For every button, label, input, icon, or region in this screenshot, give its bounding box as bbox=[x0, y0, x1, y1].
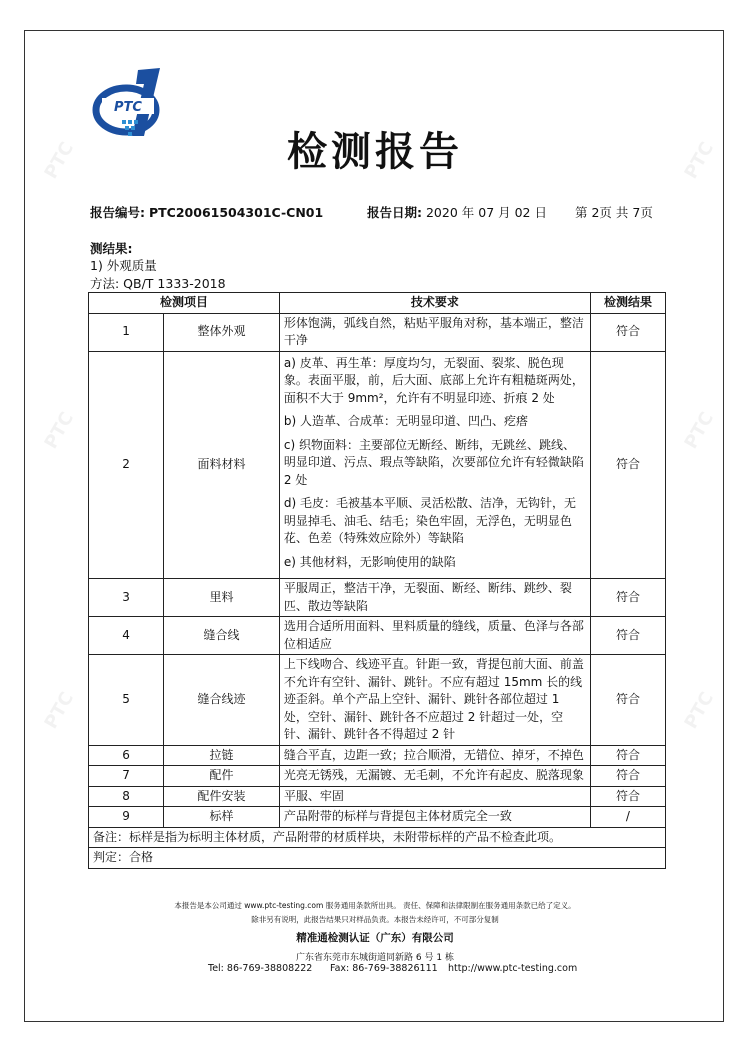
row-requirement bbox=[279, 745, 590, 766]
row-number: 2 bbox=[89, 351, 164, 579]
row-item: 面料材料 bbox=[164, 351, 280, 579]
requirement-text: 平服周正，整洁干净，无裂面、断经、断纬、跳纱、裂匹、散边等缺陷 bbox=[283, 581, 572, 613]
row-result: 符合 bbox=[590, 617, 665, 655]
table-header-row bbox=[89, 293, 666, 314]
section-heading: 测结果: bbox=[90, 241, 133, 256]
report-number-label: 报告编号: bbox=[90, 205, 145, 220]
row-result: 符合 bbox=[590, 351, 665, 579]
footer-org: 精准通检测认证（广东）有限公司 bbox=[296, 932, 454, 944]
row-result: / bbox=[590, 807, 665, 828]
note-row bbox=[89, 827, 666, 848]
table-verdict: 判定：合格 bbox=[89, 848, 666, 869]
page-title: 检测报告 bbox=[287, 129, 463, 175]
footer-address: 广东省东莞市东城街道同新路 6 号 1 栋 bbox=[296, 953, 454, 963]
table-row bbox=[89, 579, 666, 617]
row-requirement bbox=[279, 579, 590, 617]
requirement-text: 缝合平直，边距一致；拉合顺滑，无错位、掉牙，不掉色 bbox=[283, 747, 584, 762]
table-row bbox=[89, 766, 666, 787]
row-item: 拉链 bbox=[164, 745, 280, 766]
watermark: PTC bbox=[40, 688, 79, 733]
report-date-label: 报告日期: bbox=[367, 205, 422, 220]
row-requirement bbox=[279, 655, 590, 746]
footer-terms: 本报告是本公司通过 www.ptc-testing.com 服务通用条款所出具。 责任、保障和法律限制在服务通用条款已给了定义。 bbox=[174, 901, 576, 910]
requirement-text: 产品附带的标样与背提包主体材质完全一致 bbox=[283, 809, 512, 823]
table-row bbox=[89, 351, 666, 579]
row-number: 8 bbox=[89, 786, 164, 807]
table-note: 备注：标样是指为标明主体材质，产品附带的材质样块，未附带标样的产品不检查此项。 bbox=[89, 827, 666, 848]
row-requirement bbox=[279, 807, 590, 828]
logo-text: PTC bbox=[114, 100, 142, 115]
row-item: 配件 bbox=[164, 766, 280, 787]
row-number: 5 bbox=[89, 655, 164, 746]
row-number: 3 bbox=[89, 579, 164, 617]
row-requirement bbox=[279, 617, 590, 655]
report-number bbox=[90, 203, 323, 221]
table-row bbox=[89, 313, 666, 351]
header-item: 检测项目 bbox=[89, 293, 280, 314]
row-result: 符合 bbox=[590, 579, 665, 617]
requirement-text: 选用合适所用面料、里料质量的缝线，质量、色泽与各部位相适应 bbox=[283, 619, 584, 651]
footer-fax: Fax: 86-769-38826111 bbox=[330, 963, 438, 974]
requirement-text: d) 毛皮：毛被基本平顺、灵活松散、洁净，无钩针，无明显掉毛、油毛、结毛；染色牢固，无浮色，无明显色花、色差（特殊效应除外）等缺陷 bbox=[283, 496, 577, 545]
row-result: 符合 bbox=[590, 655, 665, 746]
verdict-row bbox=[89, 848, 666, 869]
requirement-text: 形体饱满，弧线自然，粘贴平服角对称，基本端正，整洁干净 bbox=[283, 315, 584, 347]
row-result: 符合 bbox=[590, 745, 665, 766]
watermark: PTC bbox=[680, 408, 719, 453]
requirement-text: e) 其他材料，无影响使用的缺陷 bbox=[283, 554, 456, 569]
row-number: 1 bbox=[89, 313, 164, 351]
watermark: PTC bbox=[40, 138, 79, 183]
requirement-text: 上下线吻合、线迹平直。针距一致，背提包前大面、前盖不允许有空针、漏针、跳针。不应有超过 15mm 长的线迹歪斜。单个产品上空针、漏针、跳针各部位超过 1 处，空针、漏针、跳针各不应超过 2 针超过一处，空针、漏针、跳针各不得超过 2 针 bbox=[283, 657, 584, 741]
row-requirement bbox=[279, 766, 590, 787]
row-number: 6 bbox=[89, 745, 164, 766]
row-result: 符合 bbox=[590, 786, 665, 807]
row-result: 符合 bbox=[590, 766, 665, 787]
row-item: 缝合线 bbox=[164, 617, 280, 655]
table-row bbox=[89, 807, 666, 828]
table-row bbox=[89, 617, 666, 655]
row-item: 整体外观 bbox=[164, 313, 280, 351]
section-subheading: 1) 外观质量 bbox=[90, 258, 157, 273]
watermark: PTC bbox=[680, 138, 719, 183]
row-number: 9 bbox=[89, 807, 164, 828]
watermark: PTC bbox=[40, 408, 79, 453]
row-requirement bbox=[279, 351, 590, 579]
requirement-text: c) 织物面料：主要部位无断经、断纬，无跳丝、跳线、明显印道、污点、瑕点等缺陷，次要部位允许有轻微缺陷 2 处 bbox=[283, 437, 584, 487]
table-row bbox=[89, 786, 666, 807]
header-result: 检测结果 bbox=[590, 293, 665, 314]
test-method: 方法: QB/T 1333-2018 bbox=[90, 276, 226, 291]
row-item: 里料 bbox=[164, 579, 280, 617]
row-requirement bbox=[279, 313, 590, 351]
report-number-value: PTC20061504301C-CN01 bbox=[148, 205, 324, 220]
requirement-text: 平服、牢固 bbox=[283, 788, 344, 803]
report-date bbox=[367, 203, 547, 221]
requirement-text: 光亮无锈残，无漏镀、无毛刺，不允许有起皮、脱落现象 bbox=[283, 768, 584, 782]
row-item: 配件安装 bbox=[164, 786, 280, 807]
row-item: 标样 bbox=[164, 807, 280, 828]
table-row bbox=[89, 745, 666, 766]
page-info: 第 2页 共 7页 bbox=[575, 205, 653, 220]
results-table bbox=[88, 292, 666, 869]
row-item: 缝合线迹 bbox=[164, 655, 280, 746]
row-requirement bbox=[279, 786, 590, 807]
row-result: 符合 bbox=[590, 313, 665, 351]
requirement-text: b) 人造革、合成革：无明显印道、凹凸、疙瘩 bbox=[283, 414, 529, 428]
footer-tel: Tel: 86-769-38808222 bbox=[208, 963, 313, 974]
footer-disclaimer: 除非另有说明，此报告结果只对样品负责。本报告未经许可，不可部分复制 bbox=[251, 915, 499, 924]
report-date-value: 2020 年 07 月 02 日 bbox=[425, 205, 547, 220]
header-requirement: 技术要求 bbox=[279, 293, 590, 314]
row-number: 7 bbox=[89, 766, 164, 787]
row-number: 4 bbox=[89, 617, 164, 655]
footer-web: http://www.ptc-testing.com bbox=[448, 963, 578, 974]
table-row bbox=[89, 655, 666, 746]
watermark: PTC bbox=[680, 688, 719, 733]
requirement-text: a) 皮革、再生革：厚度均匀，无裂面、裂浆、脱色现象。表面平服，前，后大面、底部上允许有粗糙斑两处，面积不大于 9mm²，允许有不明显印迹、折痕 2 处 bbox=[283, 355, 584, 405]
